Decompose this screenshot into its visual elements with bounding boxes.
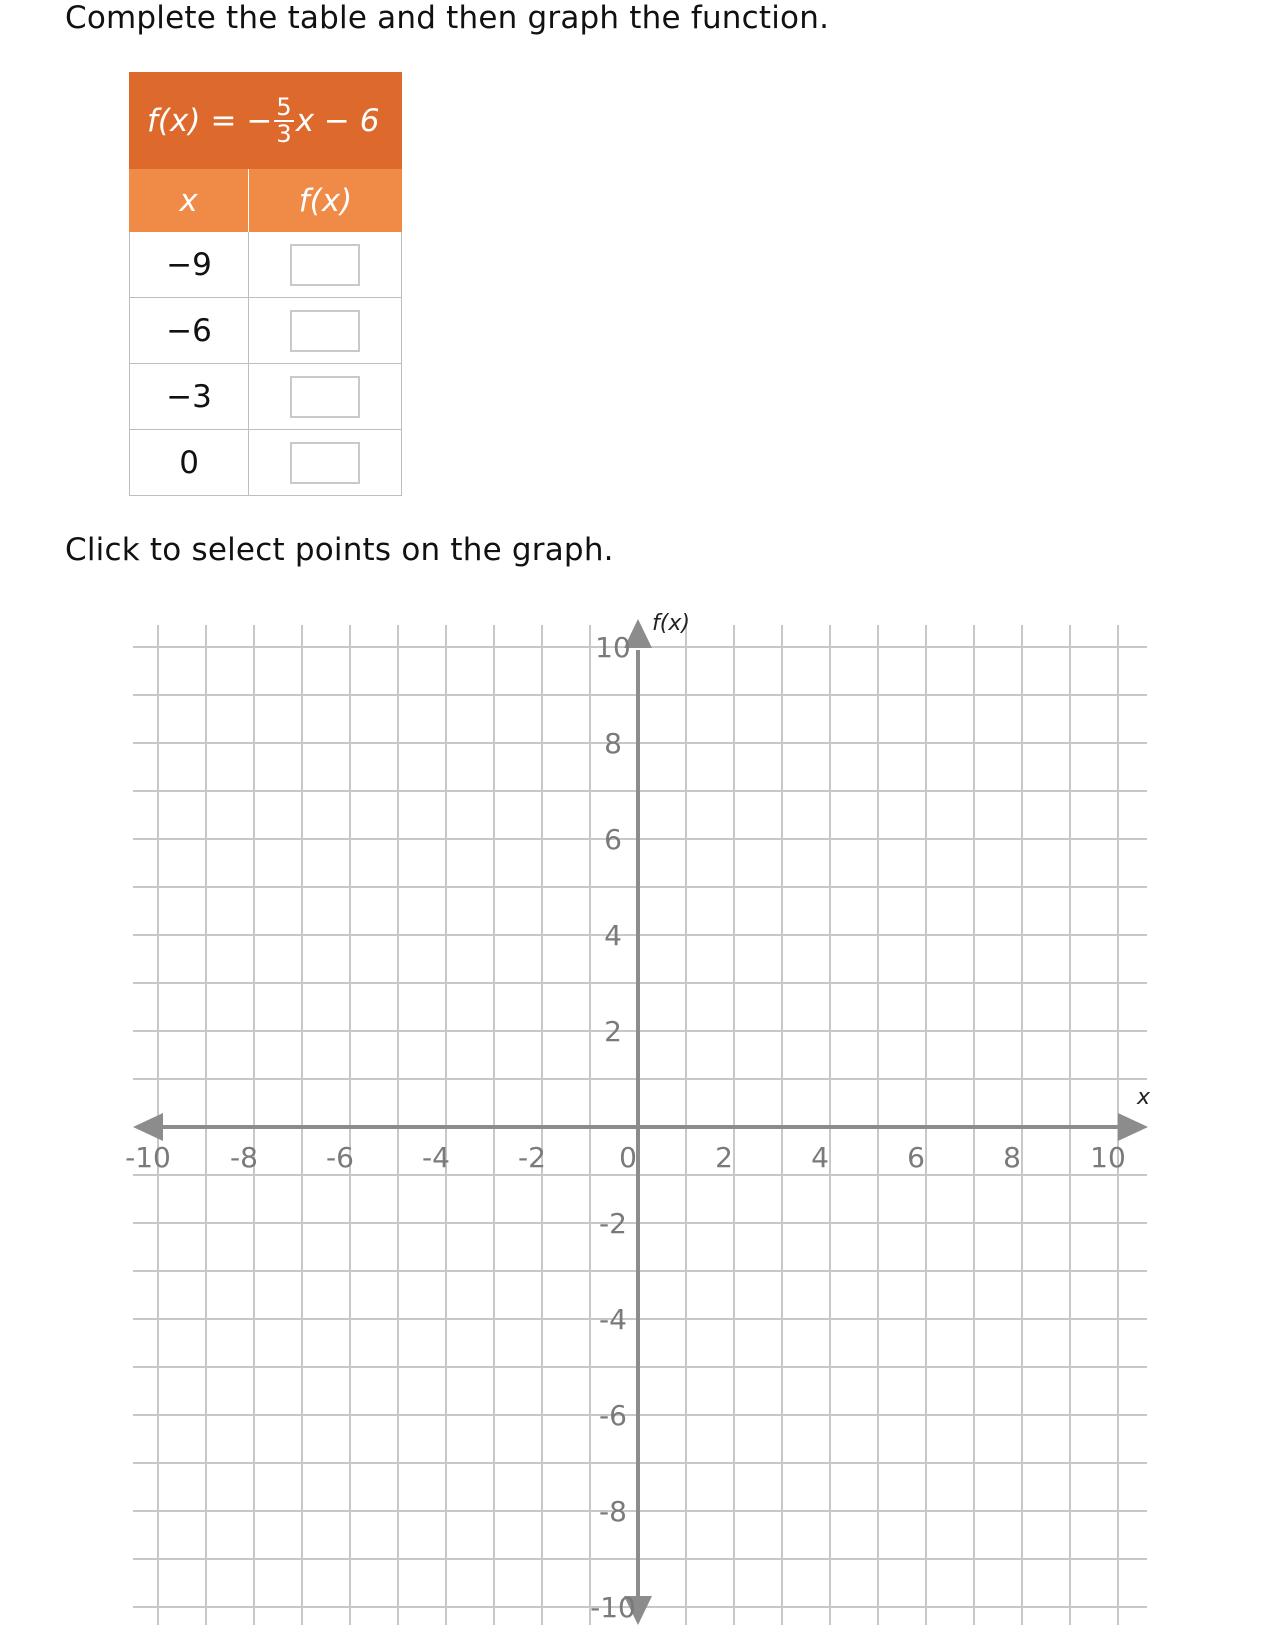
graph-instruction: Click to select points on the graph. [65, 532, 614, 568]
column-header-fx: f(x) [298, 182, 353, 219]
x-tick-label: -8 [230, 1141, 258, 1174]
x-tick-label: -2 [518, 1141, 546, 1174]
y-axis-label: f(x) [652, 611, 690, 636]
x-value: −3 [130, 364, 249, 429]
x-tick-label: -6 [326, 1141, 354, 1174]
y-tick-label: -4 [599, 1303, 627, 1336]
x-axis-right-arrow-icon [1118, 1113, 1148, 1141]
function-rhs: x − 6 [295, 102, 380, 139]
x-tick-label: 6 [907, 1141, 925, 1174]
x-tick-label: 2 [715, 1141, 733, 1174]
x-tick-label: -4 [422, 1141, 450, 1174]
x-axis-left-arrow-icon [133, 1113, 163, 1141]
y-tick-label: 8 [604, 727, 622, 760]
x-tick-label: 10 [1090, 1141, 1126, 1174]
function-lhs: f(x) [147, 102, 201, 139]
y-tick-label: -6 [599, 1399, 627, 1432]
y-tick-label: -2 [599, 1207, 627, 1240]
equals-sign: = [210, 102, 237, 139]
column-header-x: x [129, 169, 249, 232]
x-axis-label: x [1137, 1085, 1151, 1110]
y-tick-label: 10 [595, 631, 631, 664]
x-tick-label: 0 [619, 1141, 637, 1174]
y-tick-label: -10 [590, 1591, 636, 1624]
y-tick-label: 4 [604, 919, 622, 952]
y-tick-label: 6 [604, 823, 622, 856]
table-instruction: Complete the table and then graph the function. [65, 0, 830, 36]
x-value: 0 [130, 430, 249, 495]
x-tick-label: 8 [1003, 1141, 1021, 1174]
x-value: −6 [130, 298, 249, 363]
y-tick-label: 2 [604, 1015, 622, 1048]
axes [133, 619, 1148, 1625]
x-value: −9 [130, 232, 249, 297]
y-tick-label: -8 [599, 1495, 627, 1528]
x-tick-label: -10 [125, 1141, 171, 1174]
fraction-numerator: 5 [276, 92, 292, 121]
coefficient-sign: − [246, 102, 273, 139]
fraction-denominator: 3 [276, 119, 292, 148]
x-tick-label: 4 [811, 1141, 829, 1174]
